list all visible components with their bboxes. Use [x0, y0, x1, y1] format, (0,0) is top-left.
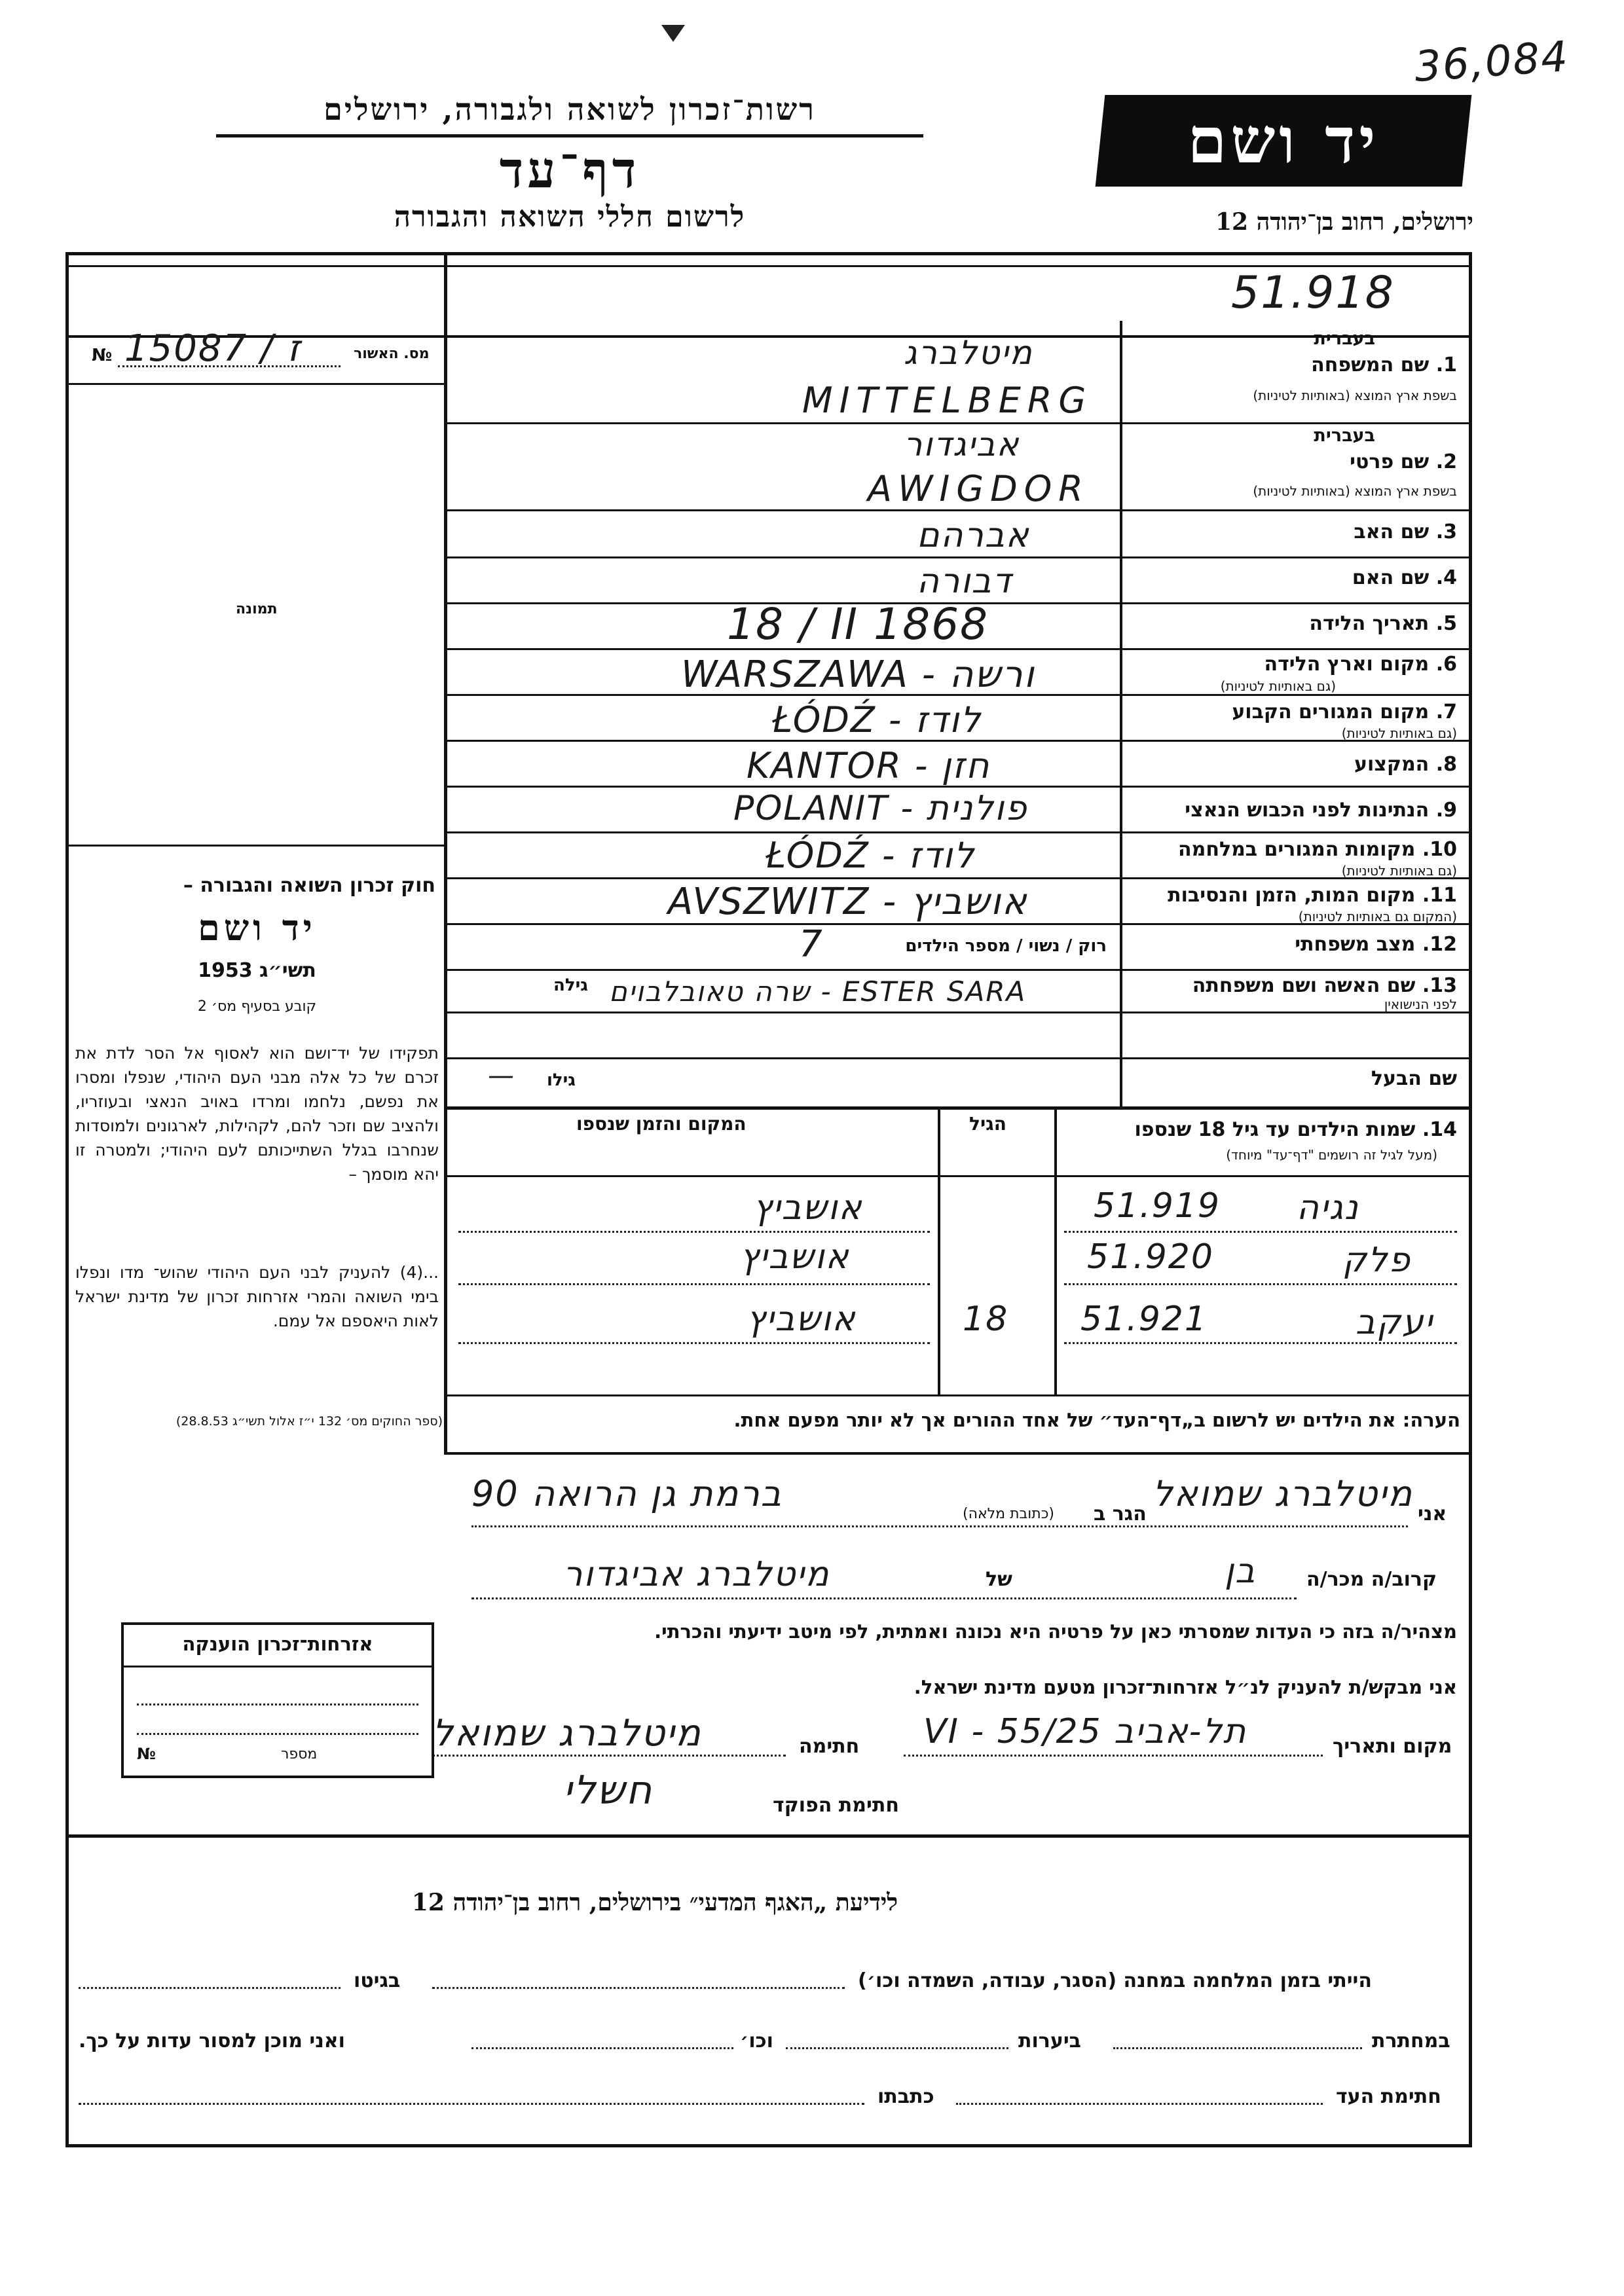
child-number: 51.920: [1087, 1237, 1214, 1277]
field-8-value: KANTOR - חזן: [747, 745, 991, 786]
field-6-value: WARSZAWA - ורשה: [681, 653, 1035, 696]
footer-witness-signature-label: חתימת העד: [1336, 2085, 1441, 2108]
field-12-inline-label: רוק / נשוי / מספר הילדים: [905, 936, 1107, 956]
declarant-address-hint: (כתובת מלאה): [963, 1506, 1054, 1522]
official-signature-label: חתימת הפוקד: [773, 1794, 899, 1817]
sheet-number: 51.918: [1231, 267, 1395, 319]
field-2-tag: בעברית: [1314, 426, 1375, 446]
field-11-value: AVSZWITZ - אושביץ: [668, 881, 1028, 923]
field-2-sub: בשפת ארץ המוצא (באותיות לטיניות): [1253, 483, 1457, 499]
declarant-of-label: של: [986, 1568, 1012, 1591]
field-6-label: 6. מקום וארץ הלידה: [1264, 653, 1457, 676]
field-13-label: 13. שם האשה ושם משפחתה: [1192, 974, 1457, 997]
declarant-resident-label: הגר ב: [1094, 1503, 1147, 1525]
husband-age-label: גילו: [547, 1070, 576, 1090]
field-9-label: 9. הנתינות לפני הכבוש הנאצי: [1185, 799, 1457, 822]
declarant-relative-label: קרוב/ה מכר/ה: [1306, 1568, 1437, 1591]
field-5-value: 18 / II 1868: [727, 599, 989, 649]
citizenship-box: [121, 1622, 434, 1778]
yad-vashem-logo: יד ושם: [1096, 95, 1472, 187]
footer-ghetto-label: בגיטו: [354, 1969, 401, 1992]
request-text: אני מבקש/ת להעניק לנ״ל אזרחות־זכרון מטעם מדינת ישראל.: [913, 1676, 1457, 1698]
declaration-text: מצהיר/ה בזה כי העדות שמסרתי כאן על פרטיה היא נכונה ואמתית, לפי מיטב ידיעתי והכרתי.: [654, 1620, 1457, 1643]
husband-label: שם הבעל: [1371, 1067, 1457, 1090]
field-3-label: 3. שם האב: [1354, 520, 1457, 543]
husband-value: —: [488, 1061, 515, 1091]
field-1-latin-value: MITTELBERG: [802, 380, 1093, 421]
field-8-label: 8. המקצוע: [1354, 753, 1457, 776]
approval-no-sign: №: [92, 346, 113, 365]
field-9-value: POLANIT - פולנית: [733, 789, 1028, 828]
field-4-label: 4. שם האם: [1352, 566, 1457, 589]
footer-address-label: כתבתו: [877, 2085, 934, 2108]
field-1-label: 1. שם המשפחה: [1311, 354, 1457, 376]
declarant-relation: בן: [1225, 1552, 1257, 1591]
citizenship-box-number-label: מספר: [281, 1746, 318, 1762]
footer-title: לידיעת „האגף המדעי״ בירושלים, רחוב בן־יהודה 12: [411, 1889, 898, 1916]
children-header: 14. שמות הילדים עד גיל 18 שנספו: [1134, 1118, 1457, 1141]
law-text: תפקידו של יד־ושם הוא לאסוף אל הסר לדת את זכרם של כל אלה מבני העם היהודי, שנפלו ומסרו את נפשם, נלחמו ומרדו באויב הנאצי ובעוזריו, ולהציב שם וזכר להם, לקהילות, לארגונים ולמוסדות שנחרבו בגלל השתייכותם לעם היהודי; ולמטרה זו יהא מוסמך –: [75, 1044, 439, 1184]
law-name: יד ושם: [198, 907, 316, 949]
declarant-of-name: מיטלברג אביגדור: [563, 1555, 830, 1594]
child-number: 51.921: [1080, 1300, 1208, 1339]
field-12-label: 12. מצב משפחתי: [1295, 933, 1457, 956]
field-10-sub: (גם באותיות לטיניות): [1341, 863, 1457, 879]
approval-label: מס. האשור: [354, 346, 430, 362]
field-5-label: 5. תאריך הלידה: [1309, 612, 1457, 635]
law-clause: קובע בסעיף מס׳ 2: [197, 998, 317, 1015]
field-10-value: ŁÓDŹ - לודז: [766, 835, 976, 876]
footer-forests-label: ביערות: [1018, 2030, 1081, 2052]
approval-value: 15087 / ז: [124, 327, 302, 370]
citizenship-box-no-sign: №: [137, 1745, 156, 1763]
official-signature: חשלי: [563, 1768, 654, 1813]
footer-etc-label: וכו׳: [740, 2030, 773, 2052]
child-place: אושביץ: [753, 1188, 863, 1228]
note: [458, 1409, 1460, 1431]
footer-underground-label: במחתרת: [1372, 2030, 1450, 2052]
child-name: נגיה: [1297, 1188, 1359, 1228]
declarant-name: מיטלברג שמואל: [1153, 1473, 1414, 1514]
declarant-signature: מיטלברג שמואל: [432, 1712, 702, 1755]
field-7-label: 7. מקום המגורים הקבוע: [1232, 701, 1457, 723]
law-gazette: (ספר החוקים מס׳ 132 י״ז אלול תשי״ג 28.8.53): [175, 1414, 443, 1429]
place-date-value: תל-אביב 25/VI - 55: [923, 1712, 1247, 1751]
field-13-sub: לפני הנישואין: [1384, 996, 1457, 1012]
field-2-latin-value: AWIGDOR: [868, 468, 1090, 509]
field-6-sub: (גם באותיות לטיניות): [1220, 678, 1336, 694]
children-col-age: הגיל: [969, 1113, 1006, 1135]
child-name: יעקב: [1356, 1303, 1434, 1342]
field-2-hebrew-value: אביגדור: [904, 426, 1020, 464]
declarant-address: ברמת גן הרואה 90: [471, 1473, 783, 1514]
footer-camp-label: הייתי בזמן המלחמה במחנה (הסגר, עבודה, השמדה וכו׳): [858, 1969, 1372, 1992]
header-address: ירושלים, רחוב בן־יהודה 12: [1215, 208, 1473, 236]
field-7-value: ŁÓDŹ - לודז: [773, 699, 982, 740]
field-11-label: 11. מקום המות, הזמן והנסיבות: [1168, 884, 1457, 907]
archive-number: 36,084: [1412, 32, 1571, 92]
field-1-tag: בעברית: [1314, 329, 1375, 349]
field-4-value: דבורה: [917, 562, 1012, 601]
note-text: את הילדים יש לרשום ב„דף־העד״ של אחד ההורים אך לא יותר מפעם אחת.: [733, 1409, 1396, 1431]
field-1-sub: בשפת ארץ המוצא (באותיות לטיניות): [1253, 388, 1457, 403]
children-header-sub: (מעל לגיל זה רושמים "דף־עד" מיוחד): [1226, 1147, 1437, 1163]
law-title: חוק זכרון השואה והגבורה –: [183, 874, 435, 897]
footer-testify-text: ואני מוכן למסור עדות על כך.: [79, 2030, 345, 2052]
child-name: פלק: [1342, 1241, 1411, 1280]
declarant-i-label: אני: [1418, 1503, 1447, 1525]
field-11-sub: (המקום גם באותיות לטיניות): [1298, 909, 1457, 924]
law-text-2: ...(4) להעניק לבני העם היהודי שהוש־ מדו ונפלו בימי השואה והמרי אזרחות זכרון של מדינת ישראל לאות היאספם אל עמם.: [75, 1263, 439, 1330]
photo-label: תמונה: [236, 601, 278, 617]
field-3-value: אברהם: [917, 516, 1030, 555]
form-subtitle: לרשום חללי השואה והגבורה: [394, 200, 746, 234]
field-13-age-label: גילה: [553, 975, 588, 995]
field-10-label: 10. מקומות המגורים במלחמה: [1178, 838, 1457, 861]
child-age: 18: [963, 1300, 1009, 1339]
signature-label: חתימה: [799, 1735, 860, 1758]
note-label: הערה:: [1402, 1409, 1460, 1431]
field-12-value: 7: [799, 923, 824, 966]
field-7-sub: (גם באותיות לטיניות): [1341, 725, 1457, 741]
field-2-label: 2. שם פרטי: [1350, 450, 1457, 473]
law-year: תשי״ג 1953: [198, 959, 316, 982]
children-col-place: המקום והזמן שנספו: [576, 1113, 747, 1135]
child-place: אושביץ: [747, 1300, 857, 1339]
field-13-value: שרה טאובלבוים - ESTER SARA: [609, 975, 1027, 1008]
citizenship-box-title: אזרחות־זכרון הוענקה: [182, 1633, 373, 1655]
child-place: אושביץ: [740, 1237, 850, 1277]
child-number: 51.919: [1094, 1186, 1221, 1226]
punch-mark-icon: [661, 25, 685, 42]
authority-name: רשות־זכרון לשואה ולגבורה, ירושלים: [323, 92, 816, 127]
form-title: דף־עד: [499, 141, 640, 199]
place-date-label: מקום ותאריך: [1333, 1735, 1452, 1758]
field-1-hebrew-value: מיטלברג: [904, 334, 1033, 372]
